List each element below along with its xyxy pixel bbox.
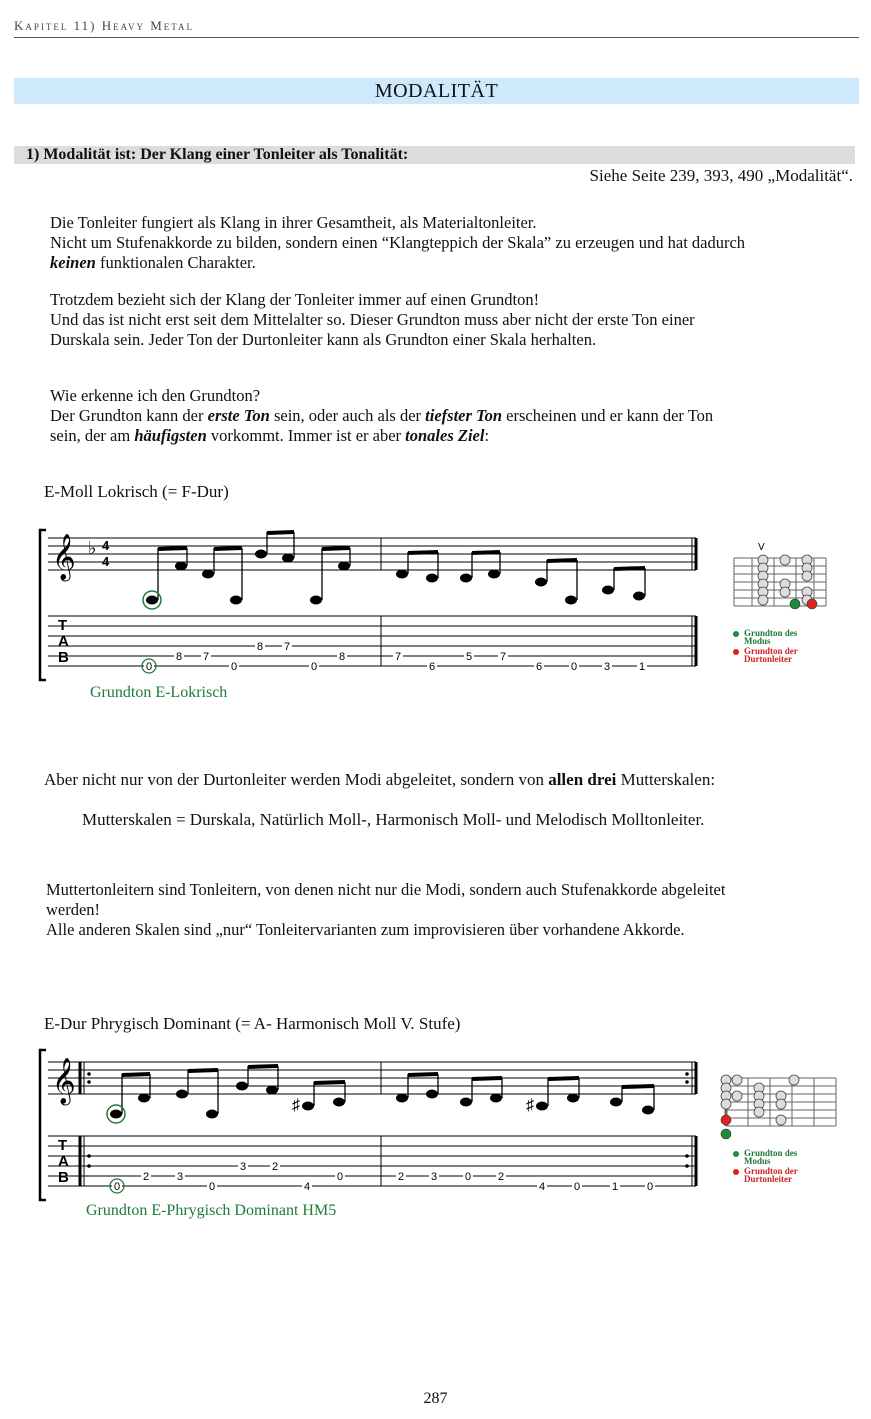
note	[255, 550, 267, 559]
note	[633, 592, 645, 601]
p1-line-2: Nicht um Stufenakkorde zu bilden, sondern einen “Klangteppich der Skala” zu erzeugen und hat dadurch	[50, 233, 746, 252]
p3-l3-c: vorkommt. Immer ist er aber	[206, 426, 406, 445]
example-1-title: E-Moll Lokrisch (= F-Dur)	[44, 482, 229, 501]
note	[642, 1106, 654, 1115]
fret: 5	[465, 651, 473, 663]
p1-line-3	[50, 253, 745, 273]
section-heading: 1) Modalität ist: Der Klang einer Tonleiter als Tonalität:	[26, 146, 409, 163]
note	[175, 562, 187, 571]
legend-major-1: Grundton der	[744, 1166, 798, 1176]
chapter-header: Kapitel 11) Heavy Metal	[14, 18, 195, 33]
fret: 0	[310, 661, 318, 673]
treble-clef: 𝄞	[52, 1059, 76, 1103]
note	[610, 1098, 622, 1107]
tab-lines	[48, 616, 696, 666]
fret: 8	[338, 651, 346, 663]
p2-line-1: Trotzdem bezieht sich der Klang der Tonleiter immer auf einen Grundton!	[50, 290, 540, 309]
example-2-title: E-Dur Phrygisch Dominant (= A- Harmonisch Moll V. Stufe)	[44, 1014, 461, 1033]
fret: 3	[603, 661, 611, 673]
fret: 2	[397, 1171, 405, 1183]
example-1-notation	[36, 520, 866, 690]
note	[488, 570, 500, 579]
legend-root-2: Modus	[744, 636, 771, 646]
fret: 4	[538, 1181, 546, 1193]
example-2-notation	[36, 1040, 866, 1210]
fret: 0	[464, 1171, 472, 1183]
notes-2	[110, 1082, 654, 1119]
note	[202, 570, 214, 579]
legend-major-2: Durtonleiter	[744, 1174, 792, 1184]
p1-emphasis: keinen	[50, 253, 96, 272]
notes-1	[146, 550, 645, 605]
fret: 0	[230, 661, 238, 673]
note	[338, 562, 350, 571]
note	[426, 574, 438, 583]
p3-l3-e: :	[484, 426, 490, 445]
note	[236, 1082, 248, 1091]
p3-l3-b: häufigsten	[134, 426, 207, 445]
note	[426, 1090, 438, 1099]
note	[282, 554, 294, 563]
tab-b: B	[58, 649, 69, 666]
fret: 7	[499, 651, 507, 663]
legend-major-1: Grundton der	[744, 646, 798, 656]
note	[565, 596, 577, 605]
note	[535, 578, 547, 587]
fret: 6	[535, 661, 543, 673]
paragraph-4	[44, 770, 715, 790]
p5-line-2: werden!	[46, 900, 101, 919]
fret: 7	[283, 641, 291, 653]
note	[230, 596, 242, 605]
p1-line-1: Die Tonleiter fungiert als Klang in ihrer Gesamtheit, als Materialtonleiter.	[50, 213, 537, 232]
legend-major-2: Durtonleiter	[744, 654, 792, 664]
p3-line-1: Wie erkenne ich den Grundton?	[50, 386, 261, 405]
mother-scales: Mutterskalen = Durskala, Natürlich Moll-, Harmonisch Moll- und Melodisch Molltonleiter.	[82, 810, 705, 829]
page-number: 287	[423, 1390, 448, 1407]
note	[146, 596, 158, 605]
note	[536, 1102, 548, 1111]
fretboard-diagram-2	[721, 1075, 836, 1184]
staff-lines	[48, 538, 696, 570]
fret: 0	[573, 1181, 581, 1193]
fret: 0	[208, 1181, 216, 1193]
p3-l2-c: sein, oder auch als der	[269, 406, 426, 425]
key-flat: ♭	[88, 538, 97, 558]
fret: 2	[497, 1171, 505, 1183]
root-dot	[790, 599, 800, 609]
tab-b: B	[58, 1169, 69, 1186]
p3-l3-a: sein, der am	[50, 426, 135, 445]
page-title: MODALITÄT	[374, 80, 499, 102]
note	[396, 570, 408, 579]
fretboard-diagram-1	[733, 542, 826, 664]
note	[490, 1094, 502, 1103]
p3-line-3	[50, 426, 713, 446]
p3-l2-a: Der Grundton kann der	[50, 406, 208, 425]
sharp: ♯	[292, 1097, 300, 1114]
fret: 6	[428, 661, 436, 673]
tab-a: A	[58, 633, 69, 650]
legend-root-1: Grundton des	[744, 628, 798, 638]
paragraph-2	[50, 290, 695, 350]
fret: 2	[271, 1161, 279, 1173]
p3-line-2	[50, 406, 713, 426]
legend-root-1: Grundton des	[744, 1148, 798, 1158]
fret: 3	[430, 1171, 438, 1183]
root-dot	[721, 1129, 731, 1139]
note	[138, 1094, 150, 1103]
note	[460, 574, 472, 583]
fret: 7	[394, 651, 402, 663]
note	[110, 1110, 122, 1119]
note	[602, 586, 614, 595]
fret: 7	[202, 651, 210, 663]
p3-l2-d: tiefster Ton	[425, 406, 503, 425]
fret: 2	[142, 1171, 150, 1183]
system-brace	[40, 1050, 46, 1200]
header-rule	[14, 37, 859, 38]
tab-t: T	[58, 1137, 68, 1154]
fret: 0	[113, 1181, 121, 1193]
tab-a: A	[58, 1153, 69, 1170]
p4-a: Aber nicht nur von der Durtonleiter werden Modi abgeleitet, sondern von	[44, 770, 549, 789]
note	[302, 1102, 314, 1111]
note	[310, 596, 322, 605]
example-2-caption: Grundton E-Phrygisch Dominant HM5	[86, 1202, 337, 1219]
p3-l2-b: erste Ton	[207, 406, 270, 425]
fret: 8	[175, 651, 183, 663]
fret: 1	[611, 1181, 619, 1193]
paragraph-1	[50, 213, 745, 273]
fret: 3	[239, 1161, 247, 1173]
fret: 8	[256, 641, 264, 653]
treble-clef: 𝄞	[52, 535, 76, 579]
sharp: ♯	[526, 1097, 534, 1114]
note	[460, 1098, 472, 1107]
paragraph-3	[50, 386, 713, 446]
legend-root-2: Modus	[744, 1156, 771, 1166]
note	[266, 1086, 278, 1095]
fret: 1	[638, 661, 646, 673]
paragraph-5	[46, 880, 725, 940]
p3-l3-d: tonales Ziel	[405, 426, 485, 445]
major-root-dot	[807, 599, 817, 609]
p1-line-3-rest: funktionalen Charakter.	[95, 253, 256, 272]
see-reference: Siehe Seite 239, 393, 490 „Modalität“.	[589, 166, 853, 185]
note	[176, 1090, 188, 1099]
fret: 0	[646, 1181, 654, 1193]
staff-lines	[48, 1062, 696, 1094]
fret: 3	[176, 1171, 184, 1183]
p4-b: allen drei	[548, 770, 617, 789]
time-bottom: 4	[102, 554, 110, 569]
example-1-caption: Grundton E-Lokrisch	[90, 684, 228, 701]
note	[333, 1098, 345, 1107]
fret-position-label: V	[758, 542, 765, 553]
fret: 4	[303, 1181, 311, 1193]
note	[396, 1094, 408, 1103]
p3-l2-e: erscheinen und er kann der Ton	[502, 406, 714, 425]
note	[206, 1110, 218, 1119]
p4-c: Mutterskalen:	[616, 770, 716, 789]
note	[567, 1094, 579, 1103]
major-root-dot	[721, 1115, 731, 1125]
system-brace	[40, 530, 46, 680]
fret: 0	[336, 1171, 344, 1183]
fret: 0	[145, 661, 153, 673]
time-top: 4	[102, 538, 110, 553]
fret: 0	[570, 661, 578, 673]
tab-t: T	[58, 617, 68, 634]
p5-line-1: Muttertonleitern sind Tonleitern, von denen nicht nur die Modi, sondern auch Stufenakkorde abgeleitet	[46, 880, 726, 899]
p2-line-2: Und das ist nicht erst seit dem Mittelalter so. Dieser Grundton muss aber nicht der erste Ton einer	[50, 310, 695, 329]
p2-line-3: Durskala sein. Jeder Ton der Durtonleiter kann als Grundton einer Skala herhalten.	[50, 330, 597, 349]
p5-line-3: Alle anderen Skalen sind „nur“ Tonleitervarianten zum improvisieren über vorhandene Akkorde.	[46, 920, 685, 939]
